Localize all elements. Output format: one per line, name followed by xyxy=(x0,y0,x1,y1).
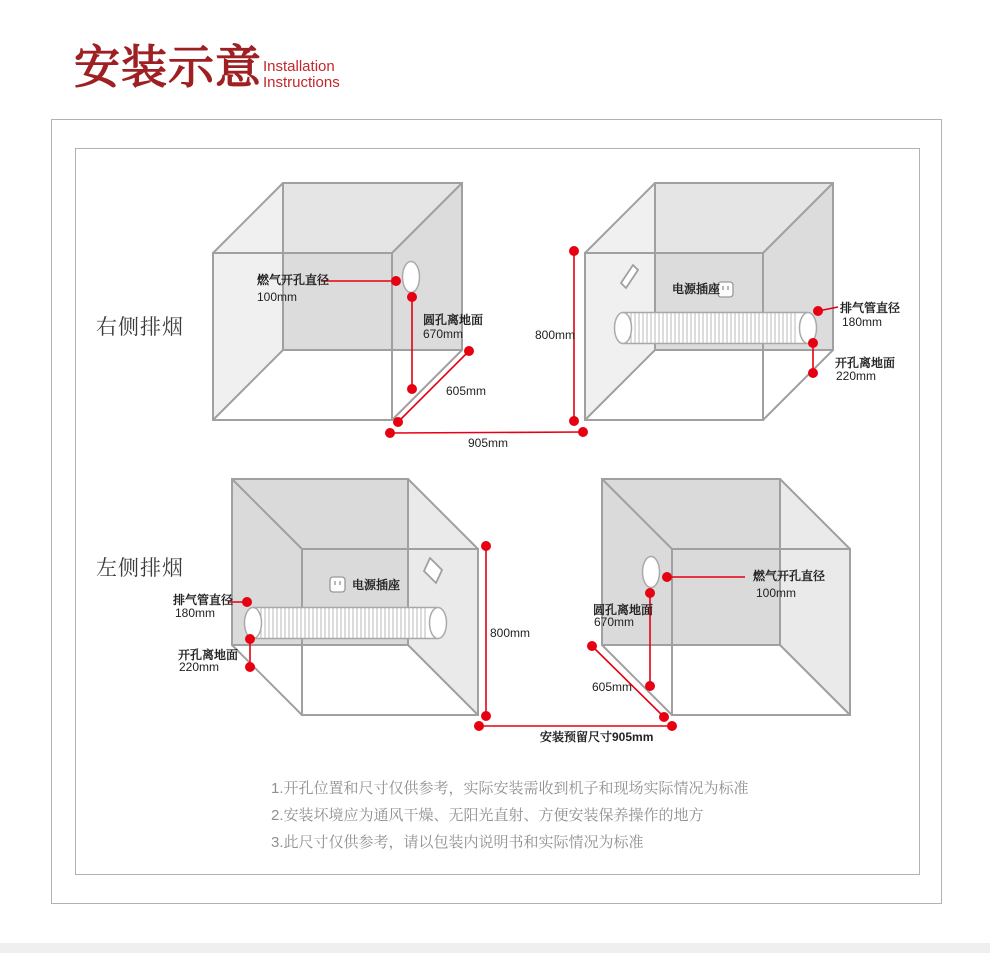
value-depth: 605mm xyxy=(592,680,633,694)
value-gas-hole-diameter: 100mm xyxy=(756,586,797,600)
inner-frame xyxy=(75,148,920,875)
label-power-socket: 电源插座 xyxy=(352,578,401,592)
value-depth: 605mm xyxy=(446,384,487,398)
label-exhaust-pipe-diameter: 排气管直径 xyxy=(840,301,901,315)
page-title: 安装示意 xyxy=(74,41,262,93)
value-round-hole-height: 670mm xyxy=(423,327,464,341)
label-exhaust-pipe-diameter: 排气管直径 xyxy=(173,593,234,607)
section-label-left-exhaust: 左侧排烟 xyxy=(96,557,184,580)
note-line: 1.开孔位置和尺寸仅供参考，实际安装需收到机子和现场实际情况为标准 xyxy=(271,780,749,797)
label-gas-hole-diameter: 燃气开孔直径 xyxy=(257,273,330,287)
value-opening-height: 220mm xyxy=(179,660,220,674)
label-opening-height: 开孔离地面 xyxy=(835,356,896,370)
page-subtitle-line2: Instructions xyxy=(263,74,340,91)
label-power-socket: 电源插座 xyxy=(672,282,721,296)
installation-notes xyxy=(271,775,749,856)
note-line: 2.安装坏境应为通风干燥、无阳光直射、方便安装保养操作的地方 xyxy=(271,807,704,824)
value-height: 800mm xyxy=(490,626,531,640)
value-gas-hole-diameter: 100mm xyxy=(257,290,298,304)
page-subtitle-line1: Installation xyxy=(263,58,335,75)
label-gas-hole-diameter: 燃气开孔直径 xyxy=(753,569,826,583)
value-height: 800mm xyxy=(535,328,576,342)
label-opening-height: 开孔离地面 xyxy=(178,648,239,662)
value-exhaust-pipe-diameter: 180mm xyxy=(842,315,883,329)
section-label-right-exhaust: 右侧排烟 xyxy=(96,316,184,339)
bottom-divider-bar xyxy=(0,943,990,953)
value-reserved-size: 安装预留尺寸905mm xyxy=(540,730,654,744)
value-exhaust-pipe-diameter: 180mm xyxy=(175,606,216,620)
note-line: 3.此尺寸仅供参考，请以包装内说明书和实际情况为标准 xyxy=(271,834,644,851)
value-width: 905mm xyxy=(468,436,509,450)
label-round-hole-height: 圆孔离地面 xyxy=(423,313,484,327)
value-round-hole-height: 670mm xyxy=(594,615,635,629)
value-opening-height: 220mm xyxy=(836,369,877,383)
label-round-hole-height: 圆孔离地面 xyxy=(593,603,654,617)
